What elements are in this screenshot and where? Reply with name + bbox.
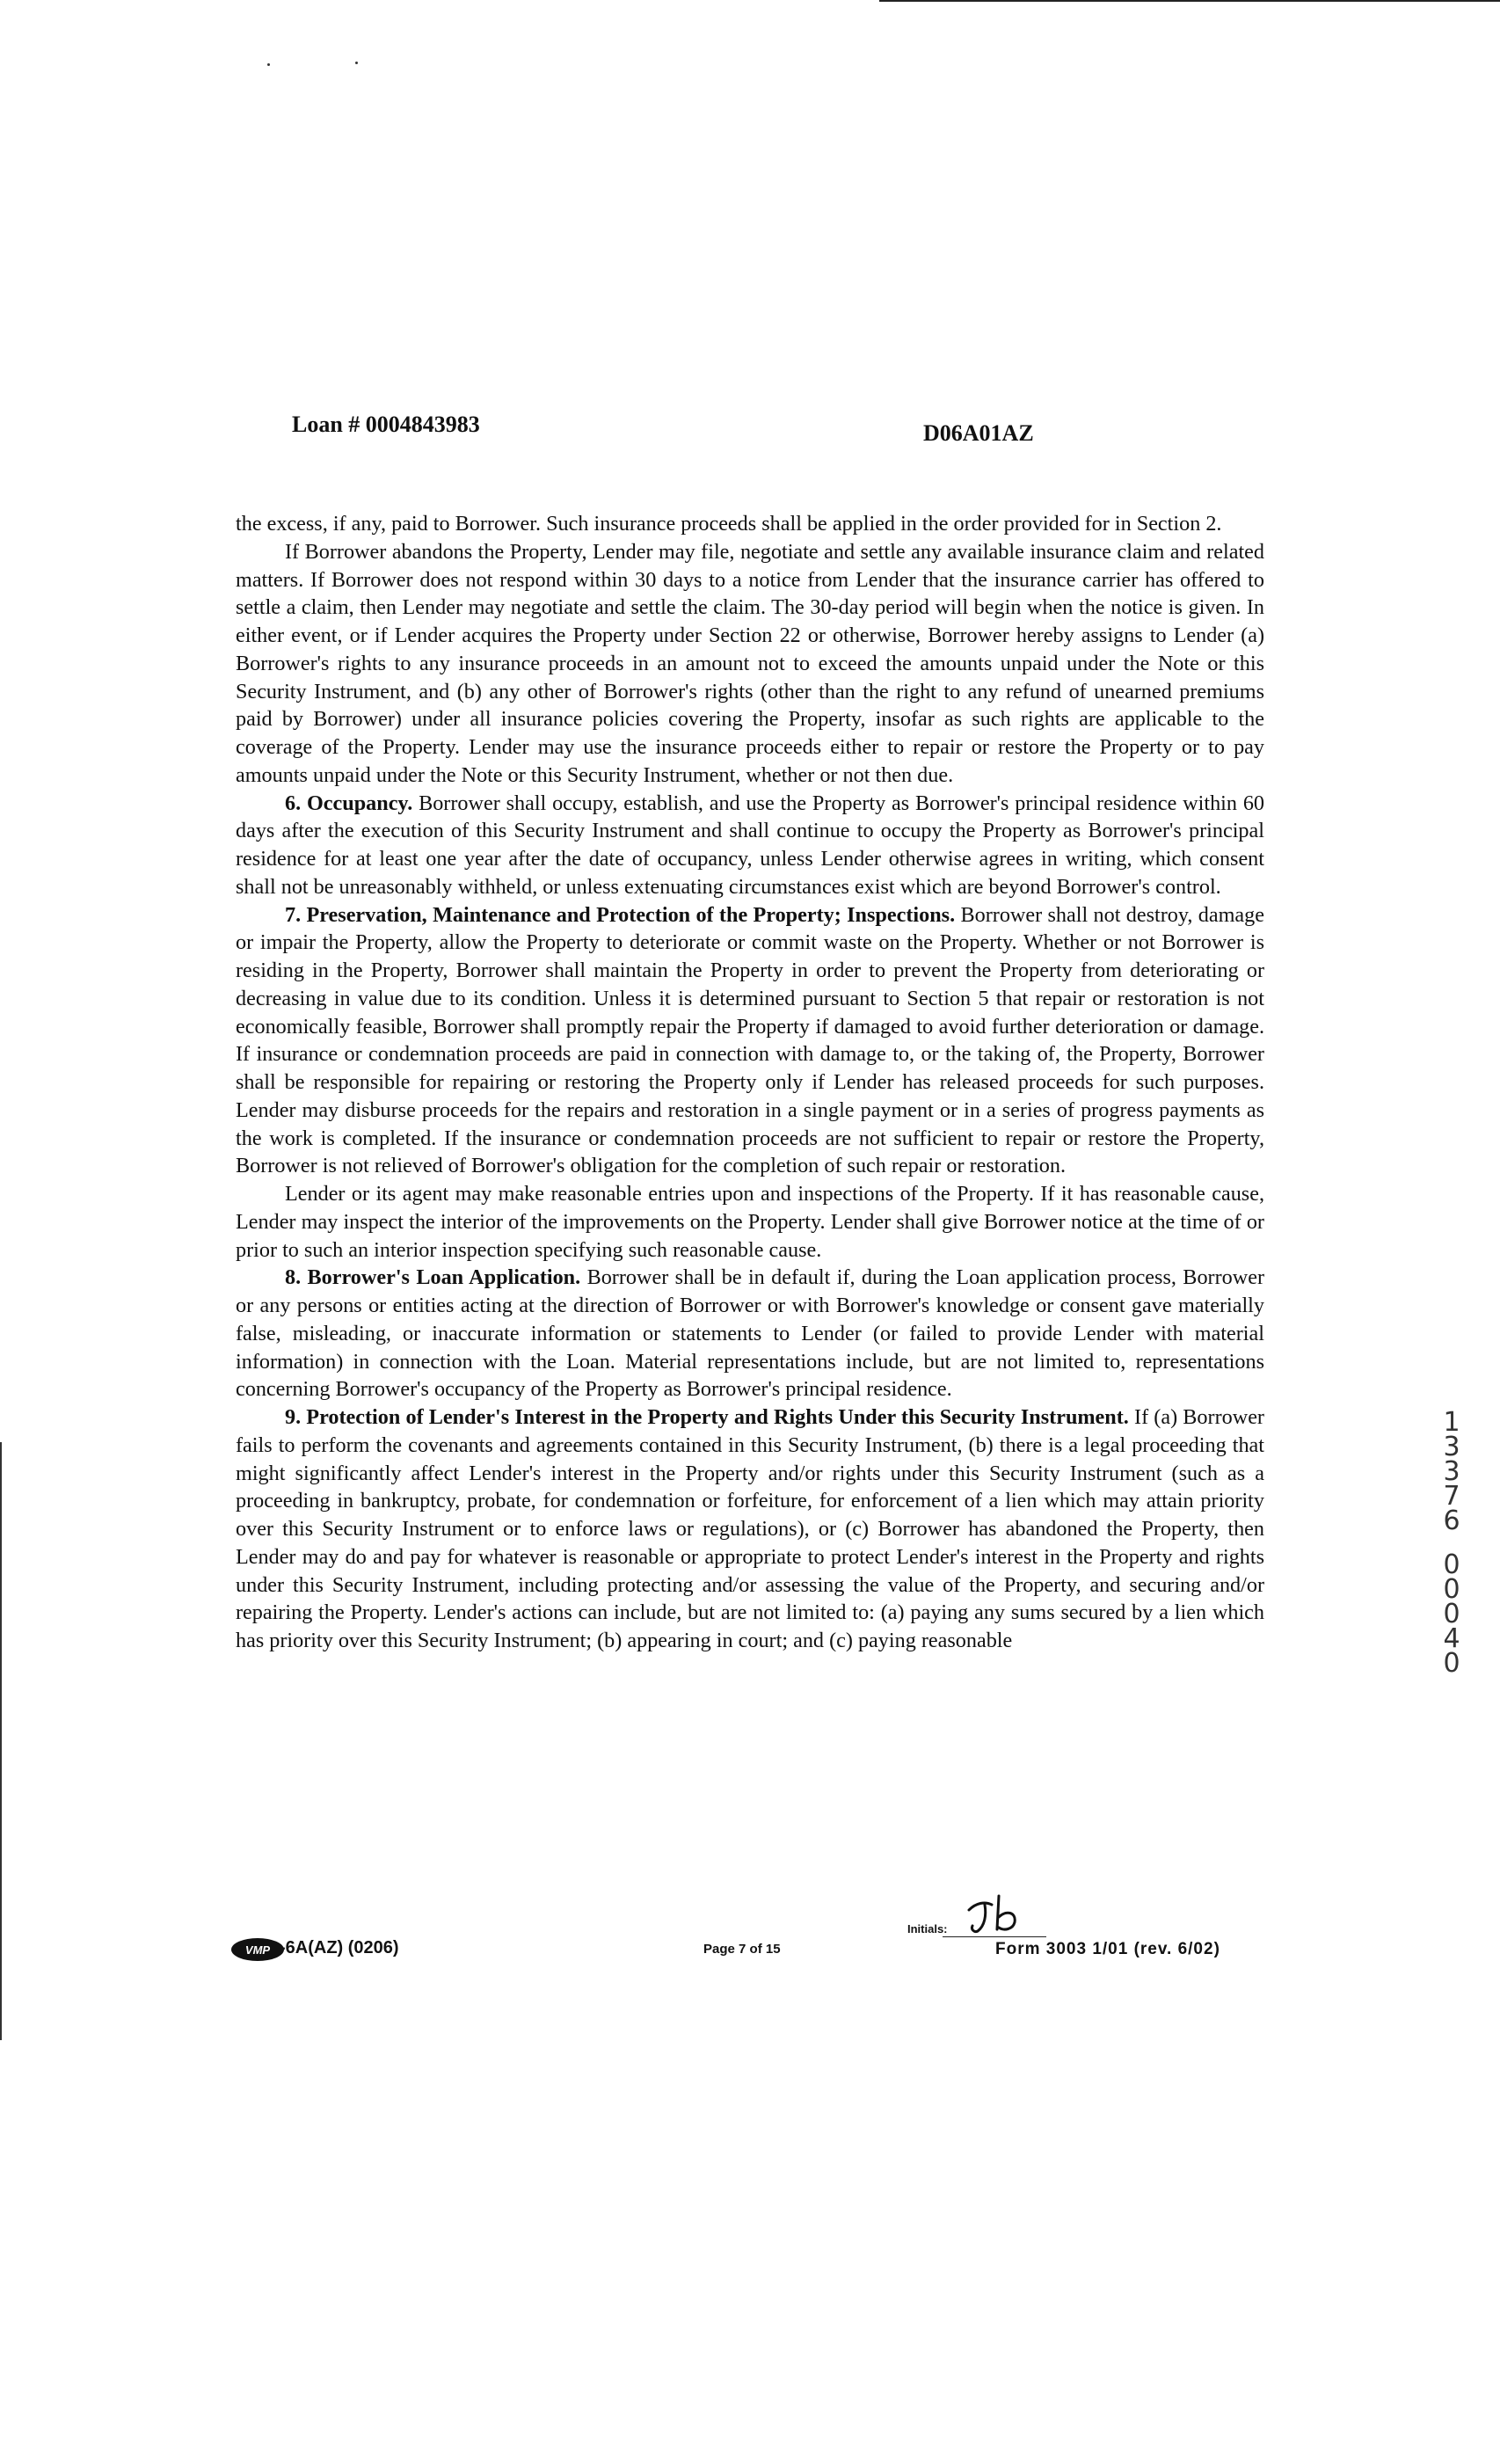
initials-signature	[965, 1891, 1027, 1940]
stamp-digit: 6	[1443, 1505, 1460, 1536]
section-6-heading: 6. Occupancy.	[285, 791, 413, 815]
section-9-protection	[236, 1403, 1264, 1655]
stamp-digit: 1	[1443, 1407, 1460, 1438]
section-7-preservation	[236, 901, 1264, 1181]
loan-number: Loan # 0004843983	[292, 412, 480, 437]
stamp-digit: 0	[1443, 1574, 1460, 1605]
document-id: D06A01AZ	[923, 420, 1034, 446]
stamp-digit: 3	[1443, 1432, 1460, 1462]
section-6-text: Borrower shall occupy, establish, and use the Property as Borrower's principal residence within 60 days after the execution of this Security Instrument and shall continue to occupy the Property as Borrower's principal residence for at least one year after the date of occupancy, unless Lender otherwise agrees in writing, which consent shall not be unreasonably withheld, or unless extenuating circumstances exist which are beyond Borrower's control.	[236, 791, 1265, 899]
stamp-digit: 0	[1443, 1648, 1460, 1679]
document-body	[236, 510, 1264, 1655]
page-number: Page 7 of 15	[703, 1942, 781, 1957]
section-8-text: Borrower shall be in default if, during the Loan application process, Borrower or any persons or entities acting at the direction of Borrower or with Borrower's knowledge or consent gave materially false, misleading, or inaccurate information or statements to Lender (or failed to provide Lender with material information) in connection with the Loan. Material representations include, but are not limited to, representations concerning Borrower's occupancy of the Property as Borrower's principal residence.	[236, 1265, 1264, 1402]
scan-edge-top	[879, 0, 1500, 2]
paragraph-abandonment: If Borrower abandons the Property, Lender may file, negotiate and settle any available insurance claim and related matters. If Borrower does not respond within 30 days to a notice from Lender that the insurance carrier has offered to settle a claim, then Lender may negotiate and settle the claim. The 30-day period will begin when the notice is given. In either event, or if Lender acquires the Property under Section 22 or otherwise, Borrower hereby assigns to Lender (a) Borrower's rights to any insurance proceeds in an amount not to exceed the amounts unpaid under the Note or this Security Instrument, and (b) any other of Borrower's rights (other than the right to any refund of unearned premiums paid by Borrower) under all insurance policies covering the Property, insofar as such rights are applicable to the coverage of the Property. Lender may use the insurance proceeds either to repair or restore the Property or to pay amounts unpaid under the Note or this Security Instrument, whether or not then due.	[236, 539, 1264, 787]
stamp-digit: 7	[1443, 1481, 1460, 1512]
svg-text:VMP: VMP	[244, 1943, 271, 1957]
stamp-digit: 0	[1443, 1599, 1460, 1629]
section-8-heading: 8. Borrower's Loan Application.	[285, 1265, 581, 1290]
section-6-occupancy	[236, 790, 1264, 901]
section-9-heading: 9. Protection of Lender's Interest in the Property and Rights Under this Security Instrument.	[285, 1405, 1129, 1429]
section-7-text: Borrower shall not destroy, damage or impair the Property, allow the Property to deteriorate or commit waste on the Property. Whether or not Borrower is residing in the Property, Borrower shall maintain the Property in order to prevent the Property from deteriorating or decreasing in value due to its condition. Unless it is determined pursuant to Section 5 that repair or restoration is not economically feasible, Borrower shall promptly repair the Property if damaged to avoid further deterioration or damage. If insurance or condemnation proceeds are paid in connection with damage to, or the taking of, the Property, Borrower shall be responsible for repairing or restoring the Property only if Lender has released proceeds for such purposes. Lender may disburse proceeds for the repairs and restoration in a single payment or in a series of progress payments as the work is completed. If the insurance or condemnation proceeds are not sufficient to repair or restore the Property, Borrower is not relieved of Borrower's obligation for the completion of such repair or restoration.	[236, 902, 1265, 1178]
scan-speck	[267, 63, 270, 66]
stamp-digit: 4	[1443, 1623, 1460, 1654]
section-7-inspections: Lender or its agent may make reasonable entries upon and inspections of the Property. If it has reasonable cause, Lender may inspect the interior of the improvements on the Property. Lender shall give Borrower notice at the time of or prior to such an interior inspection specifying such reasonable cause.	[236, 1182, 1264, 1262]
stamp-digit: 0	[1443, 1549, 1460, 1580]
form-code: -6A(AZ) (0206)	[280, 1938, 399, 1957]
scan-speck	[355, 62, 358, 64]
section-8-loan-application	[236, 1264, 1264, 1403]
stamp-digit: 3	[1443, 1456, 1460, 1487]
section-9-text: If (a) Borrower fails to perform the covenants and agreements contained in this Security Instrument, (b) there is a legal proceeding that might significantly affect Lender's interest in the Property and/or rights under this Security Instrument (such as a proceeding in bankruptcy, probate, for condemnation or forfeiture, for enforcement of a lien which may attain priority over this Security Instrument or to enforce laws or regulations), or (c) Borrower has abandoned the Property, then Lender may do and pay for whatever is reasonable or appropriate to protect Lender's interest in the Property and rights under this Security Instrument, including protecting and/or assessing the value of the Property, and securing and/or repairing the Property. Lender's actions can include, but are not limited to: (a) paying any sums secured by a lien which has priority over this Security Instrument; (b) appearing in court; and (c) paying reasonable	[236, 1405, 1264, 1652]
scan-edge-left	[0, 1442, 2, 2040]
recording-stamp	[1438, 1407, 1465, 1679]
page-footer	[230, 1891, 1268, 1970]
form-identifier: Form 3003 1/01 (rev. 6/02)	[995, 1940, 1220, 1958]
paragraph-continuation: the excess, if any, paid to Borrower. Such insurance proceeds shall be applied in the order provided for in Section 2.	[236, 512, 1222, 536]
vmp-logo	[230, 1936, 285, 1963]
section-7-heading: 7. Preservation, Maintenance and Protection of the Property; Inspections.	[285, 902, 956, 927]
initials-label: Initials:	[907, 1922, 948, 1935]
page-header	[292, 412, 1268, 447]
